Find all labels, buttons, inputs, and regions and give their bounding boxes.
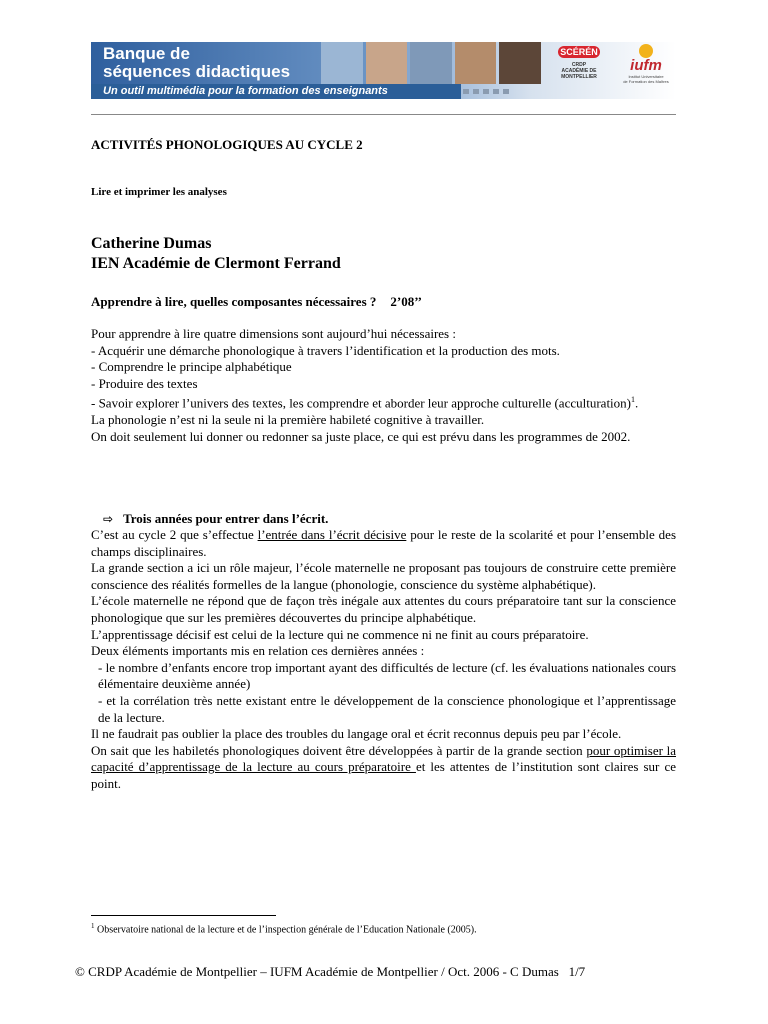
- logo-crdp-line: MONTPELLIER: [561, 74, 597, 80]
- banner-title-line-2: séquences didactiques: [103, 62, 291, 81]
- iufm-line: de Formation des Maîtres: [623, 79, 669, 84]
- iufm-word: iufm: [630, 57, 662, 74]
- footnote-reference[interactable]: 1: [631, 395, 635, 405]
- paragraph: La grande section a ici un rôle majeur, l’école maternelle ne proposant pas toujours de construire cette première conscience des réalités formelles de la langue (phonologie, conscience du système alphabétique).: [91, 560, 676, 592]
- footnote-text: Observatoire national de la lecture et de l’inspection générale de l’Education Nationale (2005).: [94, 924, 477, 936]
- page-footer: [75, 964, 585, 980]
- author-block: [91, 234, 341, 274]
- banner-photo: [455, 42, 497, 84]
- banner-title: [103, 45, 290, 81]
- author-name: Catherine Dumas: [91, 235, 212, 252]
- intro-line: La phonologie n’est ni la seule ni la première habileté cognitive à travailler.: [91, 412, 485, 428]
- banner-photo: [499, 42, 541, 84]
- intro-line: Pour apprendre à lire quatre dimensions sont aujourd’hui nécessaires :: [91, 326, 456, 341]
- intro-end: .: [635, 395, 639, 411]
- intro-line: - Acquérir une démarche phonologique à travers l’identification et la production des mots.: [91, 342, 560, 358]
- list-item: - le nombre d’enfants encore trop important ayant des difficultés de lecture (cf. les évaluations nationales cours élémentaire deuxième année): [98, 659, 676, 692]
- banner-photo: [410, 42, 452, 84]
- iufm-line: Institut Universitaire: [628, 74, 664, 79]
- paragraph: L’école maternelle ne répond que de façon très inégale aux attentes du cours préparatoire tant sur la conscience phonologique que sur les premières découvertes du principe alphabétique.: [91, 593, 676, 625]
- section-title: Trois années pour entrer dans l’écrit.: [123, 511, 329, 526]
- footnote-divider: [91, 915, 276, 916]
- paragraph: [91, 527, 676, 560]
- subtitle-text: Apprendre à lire, quelles composantes nécessaires ?: [91, 294, 377, 309]
- dot: [483, 89, 489, 94]
- banner-title-line-1: Banque de: [103, 44, 190, 63]
- paragraph: [91, 743, 676, 793]
- banner-photo: [321, 42, 363, 84]
- logo-crdp-line: ACADÉMIE DE: [561, 68, 597, 74]
- footnote-number: 1: [91, 922, 95, 930]
- page-number: 1/7: [568, 964, 586, 979]
- banner-subtitle: Un outil multimédia pour la formation des enseignants: [103, 85, 388, 97]
- scerén-crdp-logo: [554, 46, 604, 94]
- logo-ring-text: SCÉRÉN: [558, 46, 600, 58]
- dot: [503, 89, 509, 94]
- banner-photo: [366, 42, 408, 84]
- intro-line: [91, 392, 676, 412]
- intro-line: On doit seulement lui donner ou redonner sa juste place, ce qui est prévu dans les programmes de 2002.: [91, 428, 631, 444]
- section-body: [91, 527, 676, 793]
- section-heading: [103, 511, 328, 527]
- logo-crdp-line: CRDP: [571, 62, 587, 68]
- header-banner: [91, 42, 676, 99]
- banner-photo-strip: [321, 42, 541, 84]
- header-divider: [91, 114, 676, 115]
- dot: [473, 89, 479, 94]
- dot: [463, 89, 469, 94]
- intro-line: - Produire des textes: [91, 375, 198, 391]
- paragraph: L’apprentissage décisif est celui de la lecture qui ne commence ni ne finit au cours préparatoire.: [91, 626, 589, 642]
- logo-crdp-text: [554, 62, 604, 80]
- paragraph: Il ne faudrait pas oublier la place des troubles du langage oral et écrit reconnus depuis peu par l’école.: [91, 726, 622, 742]
- dot: [493, 89, 499, 94]
- intro-item-text: - Savoir explorer l’univers des textes, les comprendre et aborder leur approche culturelle (acculturation): [91, 395, 631, 411]
- author-role: IEN Académie de Clermont Ferrand: [91, 255, 341, 272]
- underlined-text: pour optimiser la capacité d’apprentissage de la lecture au cours préparatoire: [91, 742, 676, 775]
- footer-text: © CRDP Académie de Montpellier – IUFM Académie de Montpellier / Oct. 2006 - C Dumas: [75, 964, 559, 979]
- sun-icon: [639, 44, 653, 58]
- list-item: - et la corrélation très nette existant entre le développement de la conscience phonologique et l’apprentissage de la lecture.: [98, 692, 676, 725]
- intro-line: - Comprendre le principe alphabétique: [91, 359, 292, 375]
- paragraph: Deux éléments importants mis en relation ces dernières années :: [91, 643, 425, 659]
- text: pour le reste de la scolarité et pour l’ensemble des champs disciplinaires.: [91, 527, 676, 559]
- print-analyses-link[interactable]: Lire et imprimer les analyses: [91, 186, 227, 198]
- text: On sait que les habiletés phonologiques doivent être développées à partir de la grande section: [91, 742, 587, 758]
- document-heading: ACTIVITÉS PHONOLOGIQUES AU CYCLE 2: [91, 137, 363, 152]
- intro-paragraph: [91, 326, 676, 445]
- underlined-text: l’entrée dans l’écrit décisive: [257, 527, 407, 542]
- section-subtitle: [91, 294, 422, 310]
- arrow-right-icon: ⇨: [103, 512, 114, 526]
- banner-dots: [463, 89, 509, 94]
- text: et les attentes de l’institution sont claires sur ce point.: [91, 759, 676, 791]
- footnote: [91, 922, 477, 935]
- text: C’est au cycle 2 que s’effectue: [91, 527, 258, 542]
- duration: 2’08’’: [390, 294, 422, 309]
- iufm-logo: [621, 44, 671, 96]
